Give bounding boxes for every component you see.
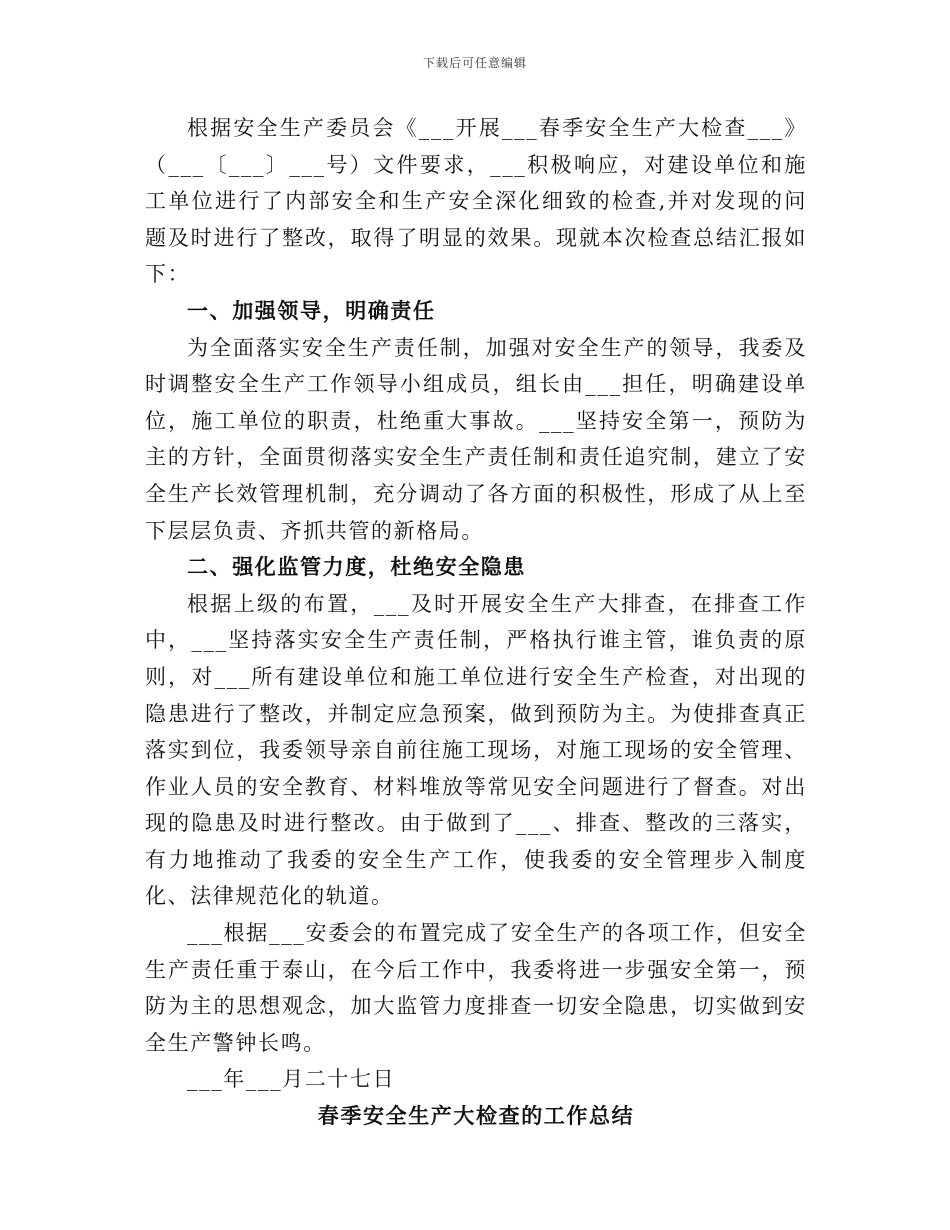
section-1-heading: 一、加强领导，明确责任 (187, 297, 436, 323)
section-2-paragraph: 根据上级的布置，___及时开展安全生产大排查，在排查工作中，___坚持落实安全生产责任制，严格执行谁主管，谁负责的原则，对___所有建设单位和施工单位进行安全生产检查，对出现的隐患进行了整改，并制定应急预案，做到预防为主。为使排查真正落实到位，我委领导亲自前往施工现场，对施工现场的安全管理、作业人员的安全教育、材料堆放等常见安全问题进行了督查。对出现的隐患及时进行整改。由于做到了___、排查、整改的三落实，有力地推动了我委的安全生产工作，使我委的安全管理步入制度化、法律规范化的轨道。 (145, 591, 807, 909)
section-1-paragraph: 为全面落实安全生产责任制，加强对安全生产的领导，我委及时调整安全生产工作领导小组成员，组长由___担任，明确建设单位，施工单位的职责，杜绝重大事故。___坚持安全第一，预防为主的方针，全面贯彻落实安全生产责任制和责任追究制，建立了安全生产长效管理机制，充分调动了各方面的积极性，形成了从上至下层层负责、齐抓共管的新格局。 (145, 335, 807, 543)
next-document-title: 春季安全生产大检查的工作总结 (317, 1103, 635, 1129)
intro-paragraph: 根据安全生产委员会《___开展___春季安全生产大检查___》（___〔___〕___号）文件要求，___积极响应，对建设单位和施工单位进行了内部安全和生产安全深化细致的检查,并对发现的问题及时进行了整改，取得了明显的效果。现就本次检查总结汇报如下： (145, 116, 807, 287)
document-body (145, 110, 807, 1135)
header-note: 下载后可任意编辑 (422, 56, 527, 70)
section-2-heading: 二、强化监管力度，杜绝安全隐患 (187, 554, 526, 580)
document-date: ___年___月二十七日 (187, 1067, 396, 1092)
conclusion-paragraph: ___根据___安委会的布置完成了安全生产的各项工作，但安全生产责任重于泰山，在今后工作中，我委将进一步强安全第一，预防为主的思想观念，加大监管力度排查一切安全隐患，切实做到安全生产警钟长鸣。 (145, 921, 807, 1055)
